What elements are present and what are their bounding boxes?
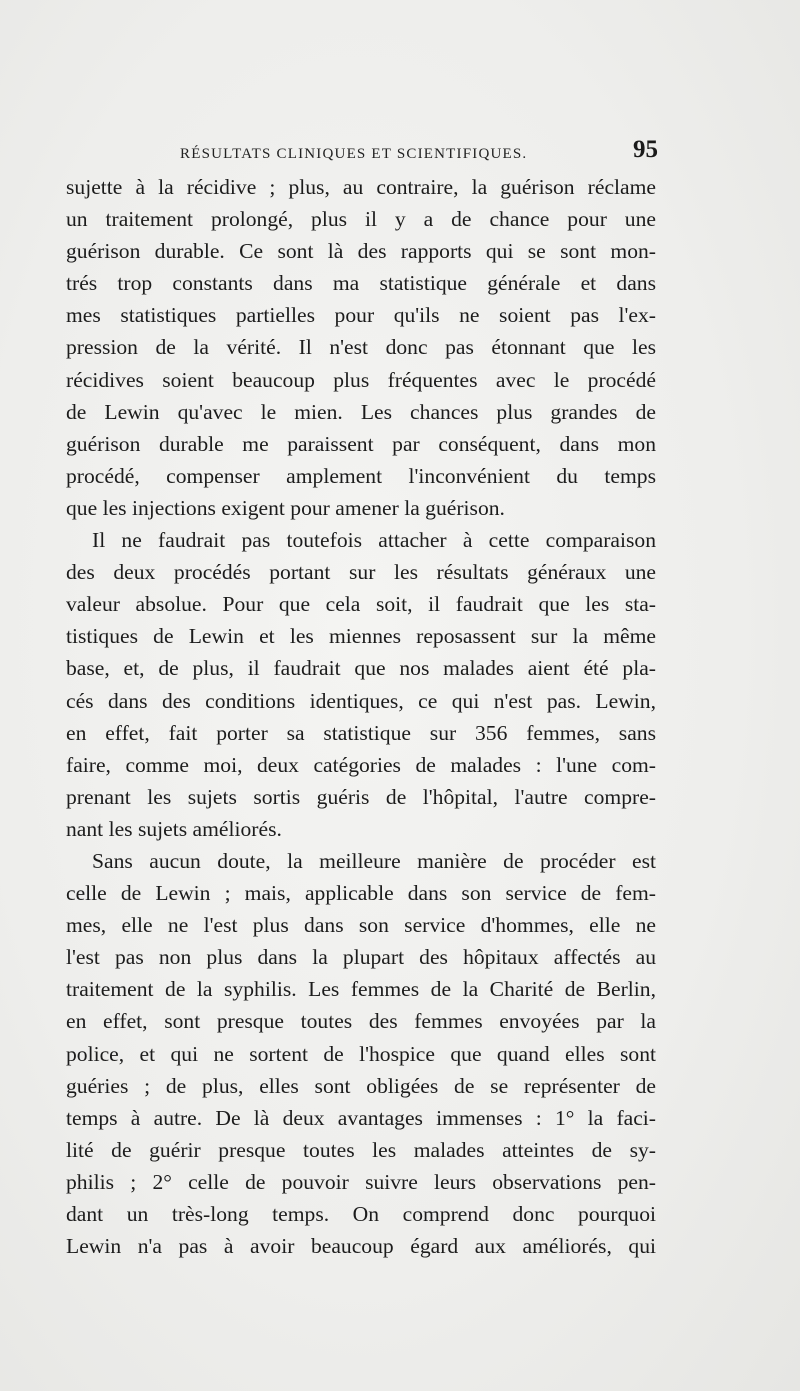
text-line: temps à autre. De là deux avantages immenses : 1° la faci- xyxy=(66,1105,656,1130)
text-line: prenant les sujets sortis guéris de l'hôpital, l'autre compre- xyxy=(66,784,656,809)
text-line: nant les sujets améliorés. xyxy=(66,816,282,841)
text-line: procédé, compenser amplement l'inconvénient du temps xyxy=(66,463,656,488)
text-line: un traitement prolongé, plus il y a de chance pour une xyxy=(66,207,656,232)
page-number: 95 xyxy=(633,136,658,163)
text-line: des deux procédés portant sur les résultats généraux une xyxy=(66,560,656,585)
text-line: philis ; 2° celle de pouvoir suivre leurs observations pen- xyxy=(66,1169,656,1194)
text-line: en effet, fait porter sa statistique sur 356 femmes, sans xyxy=(66,720,656,745)
text-line: lité de guérir presque toutes les malades atteintes de sy- xyxy=(66,1137,656,1162)
body-text xyxy=(66,171,656,1262)
text-line: cés dans des conditions identiques, ce qui n'est pas. Lewin, xyxy=(66,688,656,713)
text-line: de Lewin qu'avec le mien. Les chances plus grandes de xyxy=(66,399,656,424)
text-line: sujette à la récidive ; plus, au contraire, la guérison réclame xyxy=(66,175,656,199)
text-line: Il ne faudrait pas toutefois attacher à cette comparaison xyxy=(92,528,656,553)
text-line: guérison durable. Ce sont là des rapports qui se sont mon- xyxy=(66,239,656,264)
text-line: pression de la vérité. Il n'est donc pas étonnant que les xyxy=(66,335,656,360)
text-line: faire, comme moi, deux catégories de malades : l'une com- xyxy=(66,752,656,777)
page-header xyxy=(66,136,658,166)
text-line: mes statistiques partielles pour qu'ils ne soient pas l'ex- xyxy=(66,303,656,328)
text-line: l'est pas non plus dans la plupart des hôpitaux affectés au xyxy=(66,945,656,970)
text-line: en effet, sont presque toutes des femmes envoyées par la xyxy=(66,1009,656,1034)
text-line: valeur absolue. Pour que cela soit, il faudrait que les sta- xyxy=(66,592,656,617)
text-line: guéries ; de plus, elles sont obligées de se représenter de xyxy=(66,1073,656,1098)
text-line: celle de Lewin ; mais, applicable dans son service de fem- xyxy=(66,881,656,906)
text-line: police, et qui ne sortent de l'hospice que quand elles sont xyxy=(66,1041,656,1066)
text-line: trés trop constants dans ma statistique générale et dans xyxy=(66,271,656,296)
text-line: traitement de la syphilis. Les femmes de la Charité de Berlin, xyxy=(66,977,656,1002)
running-head: RÉSULTATS CLINIQUES ET SCIENTIFIQUES. xyxy=(180,146,528,162)
text-line: récidives soient beaucoup plus fréquentes avec le procédé xyxy=(66,367,656,392)
text-line: dant un très-long temps. On comprend donc pourquoi xyxy=(66,1202,656,1226)
text-line: mes, elle ne l'est plus dans son service d'hommes, elle ne xyxy=(66,913,656,938)
text-line: tistiques de Lewin et les miennes reposassent sur la même xyxy=(66,624,656,649)
text-line: base, et, de plus, il faudrait que nos malades aient été pla- xyxy=(66,656,656,681)
text-line: que les injections exigent pour amener la guérison. xyxy=(66,495,505,520)
text-line: Sans aucun doute, la meilleure manière de procéder est xyxy=(92,848,656,873)
text-line: Lewin n'a pas à avoir beaucoup égard aux améliorés, qui xyxy=(66,1234,656,1259)
text-line: guérison durable me paraissent par conséquent, dans mon xyxy=(66,431,656,456)
